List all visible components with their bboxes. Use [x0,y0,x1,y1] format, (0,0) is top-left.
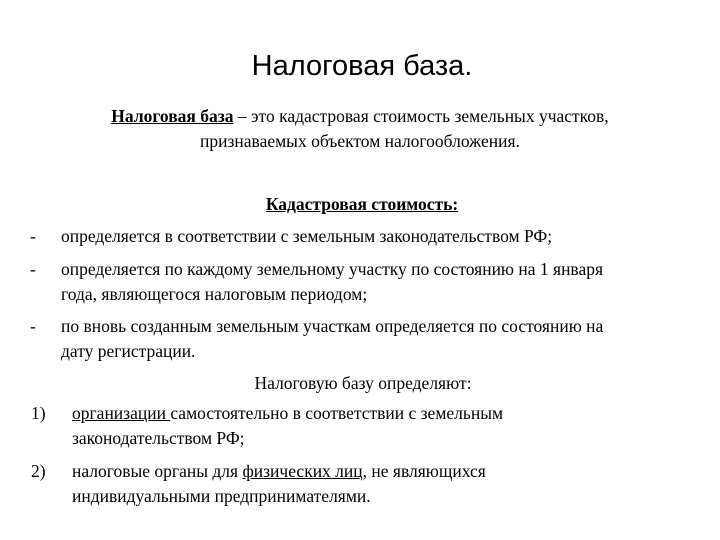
determiners-item-line-1 [31,459,701,484]
determiners-heading [0,371,720,395]
definition-text-line-1: – это кадастровая стоимость земельных участков, [233,106,609,126]
list-number: 2) [31,461,46,481]
cadastral-list-item [30,224,700,249]
slide-title-text: Налоговая база. [251,50,473,82]
cadastral-item-line-1: по вновь созданным земельным участкам определяется по состоянию на [61,316,604,336]
cadastral-item-line-1: определяется по каждому земельному участку по состоянию на 1 января [61,259,604,279]
slide-title [0,50,720,83]
determiners-heading-text: Налоговую базу определяют: [254,373,472,393]
definition-term: Налоговая база [111,106,234,126]
underlined-term-individuals: физических лиц [242,461,363,481]
determiners-item-line-2: индивидуальными предпринимателями. [72,486,371,506]
list-number: 1) [31,403,46,423]
determiners-item-line-1 [31,401,701,426]
determiners-list-item [31,459,701,509]
underlined-term-organizations: организации [72,403,171,423]
cadastral-list-item [30,257,700,307]
cadastral-heading-text: Кадастровая стоимость: [265,194,459,214]
bullet-dash: - [30,259,36,279]
definition-line-2: признаваемых объектом налогообложения. [200,131,520,151]
cadastral-list-item [30,314,700,364]
bullet-dash: - [30,316,36,336]
definition-line-1 [0,104,720,129]
determiners-item-text-after: , не являющихся [362,461,486,481]
determiners-item-line-2: законодательством РФ; [72,428,245,448]
definition-paragraph [0,104,720,154]
determiners-list-item [31,401,701,451]
cadastral-item-line-2: года, являющегося налоговым периодом; [61,284,368,304]
bullet-dash: - [30,226,36,246]
cadastral-item-line-2: дату регистрации. [61,341,196,361]
determiners-item-text-before: налоговые органы для [72,461,243,481]
determiners-item-text: самостоятельно в соответствии с земельным [170,403,504,423]
cadastral-heading [0,192,720,216]
cadastral-item-line-1: определяется в соответствии с земельным законодательством РФ; [61,226,553,246]
